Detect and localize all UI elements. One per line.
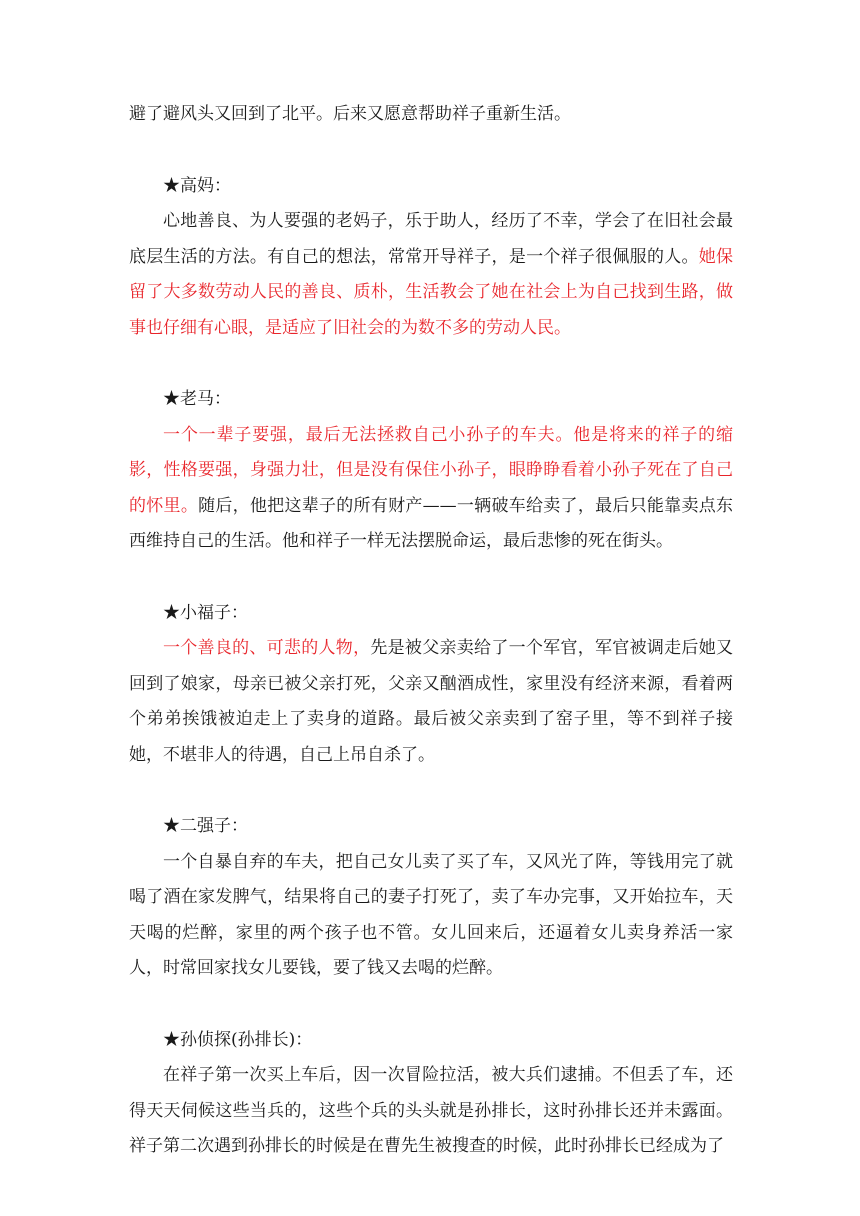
section-heading-er-qiang-zi: ★二强子： xyxy=(163,816,248,836)
document-body xyxy=(129,97,733,1165)
section-body-xiao-fu-zi xyxy=(129,631,733,773)
section-heading-xiao-fu-zi: ★小福子： xyxy=(163,602,248,623)
section-body-sun-zhen-tan xyxy=(129,1058,733,1165)
highlighted-text: 一个一辈子要强，最后无法拯救自己小孙子的车夫。他是将来的祥子的缩影，性格要强，身强力壮，但是没有保住小孙子，眼睁睁看着小孙子死在了自己的怀里。 xyxy=(129,424,733,516)
body-text: 先是被父亲卖给了一个军官，军官被调走后她又回到了娘家，母亲已被父亲打死，父亲又酗酒成性，家里没有经济来源，看着两个弟弟挨饿被迫走上了卖身的道路。最后被父亲卖到了窑子里，等不到祥子接她，不堪非人的待遇，自己上吊自杀了。 xyxy=(129,638,733,765)
body-text: 随后，他把这辈子的所有财产——一辆破车给卖了，最后只能靠卖点东西维持自己的生活。他和祥子一样无法摆脱命运，最后悲惨的死在街头。 xyxy=(129,495,734,551)
body-text: 一个自暴自弃的车夫，把自己女儿卖了买了车，又风光了阵，等钱用完了就喝了酒在家发脾气，结果将自己的妻子打死了，卖了车办完事，又开始拉车，天天喝的烂醉，家里的两个孩子也不管。女儿回来后，还逼着女儿卖身养活一家人，时常回家找女儿要钱，要了钱又去喝的烂醉。 xyxy=(129,851,733,978)
section-body-lao-ma xyxy=(129,418,733,560)
section-body-er-qiang-zi xyxy=(129,845,733,987)
body-text: 在祥子第一次买上车后，因一次冒险拉活，被大兵们逮捕。不但丢了车，还得天天伺候这些当兵的，这些个兵的头头就是孙排长，这时孙排长还并未露面。祥子第二次遇到孙排长的时候是在曹先生被搜查的时候，此时孙排长已经成为了 xyxy=(129,1065,733,1156)
body-text: 心地善良、为人要强的老妈子，乐于助人，经历了不幸，学会了在旧社会最底层生活的方法。有自己的想法，常常开导祥子，是一个祥子很佩服的人。 xyxy=(129,211,733,267)
section-heading-sun-zhen-tan: ★孙侦探(孙排长)： xyxy=(163,1029,313,1050)
highlighted-text: 一个善良的、可悲的人物， xyxy=(163,638,371,658)
intro-paragraph: 避了避风头又回到了北平。后来又愿意帮助祥子重新生活。 xyxy=(129,104,571,124)
section-body-gao-ma xyxy=(129,204,733,346)
section-heading-gao-ma: ★高妈： xyxy=(163,175,231,196)
highlighted-text: 她保留了大多数劳动人民的善良、质朴，生活教会了她在社会上为自己找到生路，做事也仔细有心眼，是适应了旧社会的为数不多的劳动人民。 xyxy=(129,246,733,338)
section-heading-lao-ma: ★老马： xyxy=(163,389,231,409)
